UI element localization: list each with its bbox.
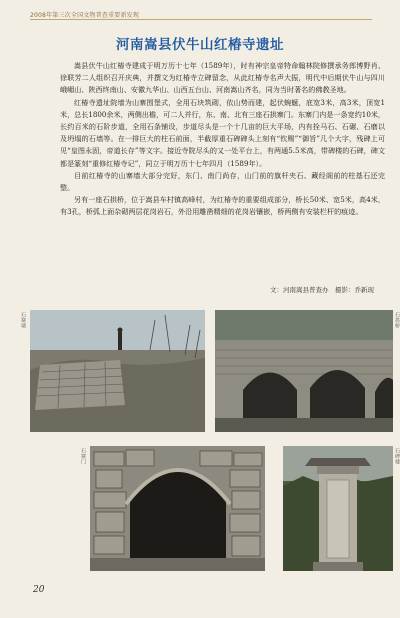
- photo-stone-wall: [30, 310, 205, 432]
- header-rule: [30, 19, 372, 20]
- photo-caption: 石寨门: [80, 448, 86, 465]
- running-head: 2008年第三次全国文物普查重要新发现: [30, 12, 140, 19]
- article-body: [60, 60, 385, 219]
- stone-wall-image: [30, 310, 205, 432]
- article-title: 河南嵩县伏牛山红椿寺遗址: [116, 37, 284, 53]
- stele-pavilion-image: [283, 446, 393, 571]
- paragraph: 另有一座石拱桥，位于嵩县车村镇高峰村，为红椿寺的重要组成部分，桥长50米、宽5米，高4米，有3孔，桥弧上面杂砌两层花岗岩石，外沿用雕凿精细的花岗岩镶嵌，桥两侧有安装栏杆的痕迹。: [60, 195, 385, 217]
- photo-stone-gate: [90, 446, 265, 571]
- paragraph: 红椿寺遗址院墙为山寨围堡式，全用石块筑砌，依山势而建，起伏蜿蜒，底宽3米，高3米，顶宽1米，总长1800余米，两侧出檐，可二人并行，东、南、北有三座石拱寨门。东寨门内是一条宽约10米，长约百米的石阶步道，全用石条铺设，步道尽头是一个十几亩的巨大平场，内有拴马石、石碾、石磨以及坍塌的石墙等。在一排巨大的柱石前面，半截厚重石碑碑头上刻有“钦赐”“御旨”几个大字，残碑上可见“皇图永固，帝道长存”等文字。接近寺院尽头的又一处平台上，有两通5.5米高，带碑楼的石碑，碑文都是篆刻“重修红椿寺记”，同立于明万历十七年四月（1589年）。: [60, 97, 386, 168]
- stone-gate-image: [90, 446, 265, 571]
- page-number: 20: [33, 585, 45, 595]
- photo-caption: 石拱桥: [394, 312, 400, 329]
- arch-bridge-image: [215, 310, 393, 432]
- paragraph: 目前红椿寺的山寨墙大部分完好，东门、南门尚存，山门前的旗杆夹石、藏经阁前的柱基石还完整。: [60, 170, 385, 193]
- photo-caption: 石寨墙: [20, 312, 26, 329]
- photo-caption: 石碑楼: [394, 448, 400, 465]
- photo-arch-bridge: [215, 310, 393, 432]
- article-credit: 文：河南嵩县普查办 摄影：乔新现: [270, 286, 374, 294]
- paragraph: 嵩县伏牛山红椿寺建成于明万历十七年（1589年），时有神宗皇帝特命翰林院修撰承务郎博野肖、徐联芳二人组织召开庆典，并撰文为红椿寺立碑留念，从此红椿寺名声大振，明代中后期伏牛山与四川峨嵋山、陕西终南山、安徽九华山、山西五台山、河南嵩山齐名，同为当时著名的佛教圣地。: [60, 61, 385, 95]
- photo-stele-pavilion: [283, 446, 393, 571]
